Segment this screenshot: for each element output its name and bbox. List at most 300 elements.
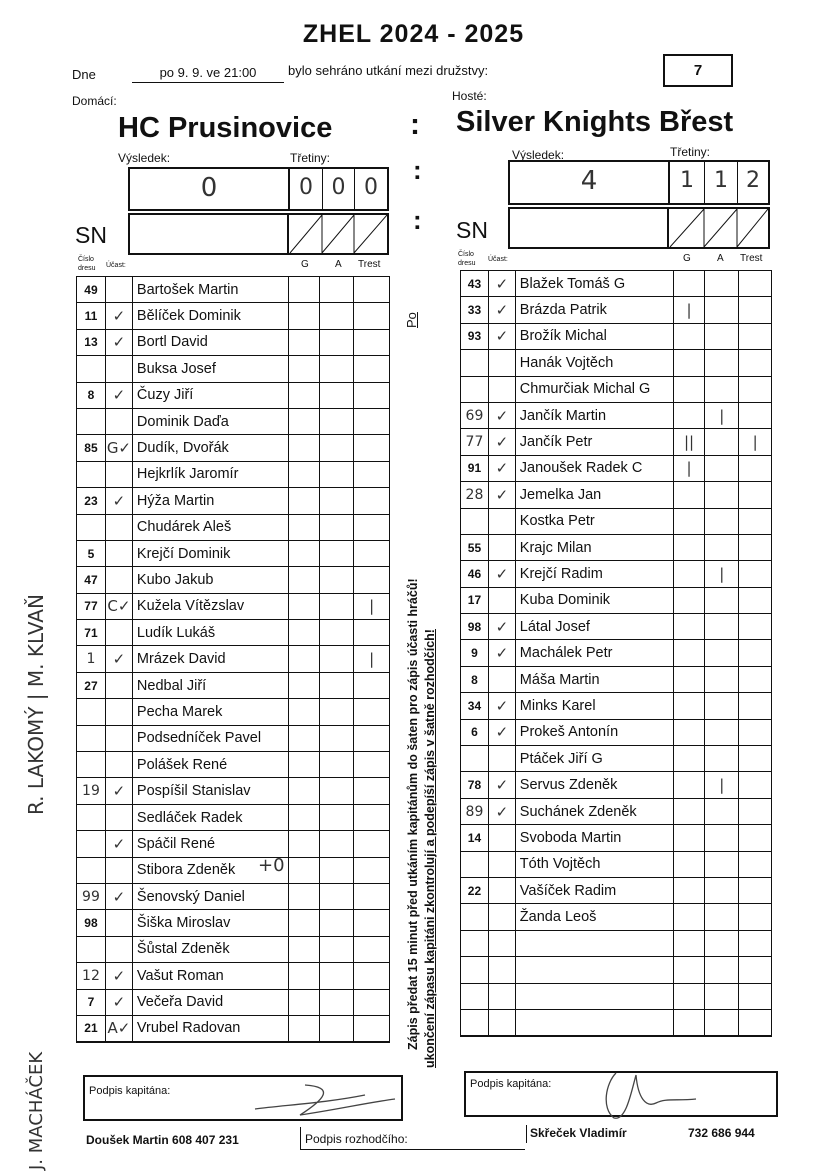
penalty-mark xyxy=(354,857,390,883)
player-name: Dominik Daďa xyxy=(132,408,288,434)
attendance-mark xyxy=(488,930,515,956)
goals-mark xyxy=(673,877,705,903)
home-player-row xyxy=(77,303,390,329)
home-player-row xyxy=(77,277,390,303)
jersey-number: 49 xyxy=(77,277,106,303)
jersey-number xyxy=(77,408,106,434)
jersey-number xyxy=(77,725,106,751)
jersey-number: 91 xyxy=(461,455,489,481)
goals-mark xyxy=(673,614,705,640)
assists-mark xyxy=(320,329,354,355)
player-name: Ludík Lukáš xyxy=(132,620,288,646)
penalty-mark xyxy=(354,540,390,566)
home-player-row xyxy=(77,883,390,909)
penalty-mark xyxy=(354,382,390,408)
assists-mark xyxy=(705,482,739,508)
attendance-mark xyxy=(105,725,132,751)
jersey-number: 47 xyxy=(77,567,106,593)
assists-mark xyxy=(705,323,739,349)
penalty-mark xyxy=(739,693,772,719)
attendance-mark: ✓ xyxy=(105,646,132,672)
attendance-mark: ✓ xyxy=(488,798,515,824)
attendance-mark xyxy=(488,376,515,402)
player-name: Kostka Petr xyxy=(515,508,673,534)
penalty-mark xyxy=(739,297,772,323)
attendance-mark xyxy=(488,587,515,613)
attendance-mark: ✓ xyxy=(488,482,515,508)
attendance-mark xyxy=(105,514,132,540)
penalty-mark xyxy=(354,936,390,962)
attendance-mark: ✓ xyxy=(488,772,515,798)
away-goals-header: G xyxy=(683,253,691,264)
attendance-mark xyxy=(488,746,515,772)
attendance-mark: C✓ xyxy=(105,593,132,619)
goals-mark xyxy=(673,482,705,508)
player-name: Spáčil René xyxy=(132,831,288,857)
home-player-row xyxy=(77,382,390,408)
jersey-number xyxy=(461,508,489,534)
assists-mark xyxy=(320,936,354,962)
attendance-mark xyxy=(105,699,132,725)
away-score: 4 xyxy=(580,166,598,196)
penalty-mark xyxy=(354,910,390,936)
away-player-row xyxy=(461,825,772,851)
away-sn-slashes xyxy=(510,209,768,247)
attendance-mark: ✓ xyxy=(105,488,132,514)
penalty-mark xyxy=(739,376,772,402)
goals-mark xyxy=(673,640,705,666)
goals-mark xyxy=(288,752,320,778)
penalty-mark xyxy=(739,640,772,666)
player-name: Stibora Zdeněk xyxy=(132,857,288,883)
assists-mark xyxy=(705,983,739,1009)
penalty-mark xyxy=(739,746,772,772)
goals-mark xyxy=(288,277,320,303)
player-name xyxy=(515,930,673,956)
penalty-mark xyxy=(739,825,772,851)
jersey-number: 93 xyxy=(461,323,489,349)
player-name: Šenovský Daniel xyxy=(132,883,288,909)
jersey-number xyxy=(461,1009,489,1035)
goals-mark xyxy=(288,408,320,434)
player-name: Suchánek Zdeněk xyxy=(515,798,673,824)
player-name: Mrázek David xyxy=(132,646,288,672)
referee-signature-box xyxy=(300,1127,525,1150)
home-signature-icon xyxy=(245,1079,405,1119)
jersey-number: 98 xyxy=(461,614,489,640)
home-penalty-header: Trest xyxy=(358,259,381,270)
attendance-mark xyxy=(105,277,132,303)
player-name: Prokeš Antonín xyxy=(515,719,673,745)
goals-mark xyxy=(673,957,705,983)
goals-mark xyxy=(673,271,705,297)
goals-mark xyxy=(288,646,320,672)
jersey-number xyxy=(461,904,489,930)
player-name: Sedláček Radek xyxy=(132,804,288,830)
player-name: Chudárek Aleš xyxy=(132,514,288,540)
penalty-mark xyxy=(354,804,390,830)
jersey-number xyxy=(77,804,106,830)
penalty-mark xyxy=(354,883,390,909)
player-name: Svoboda Martin xyxy=(515,825,673,851)
assists-mark: | xyxy=(705,561,739,587)
goals-mark xyxy=(673,587,705,613)
goals-mark xyxy=(288,356,320,382)
assists-mark xyxy=(705,376,739,402)
jersey-number: 17 xyxy=(461,587,489,613)
home-roster-table xyxy=(76,276,390,1043)
player-name: Šůstal Zdeněk xyxy=(132,936,288,962)
attendance-mark: ✓ xyxy=(488,271,515,297)
home-score: 0 xyxy=(200,173,218,203)
penalty-mark xyxy=(354,831,390,857)
penalty-mark xyxy=(739,614,772,640)
penalty-mark xyxy=(354,408,390,434)
attendance-mark xyxy=(488,666,515,692)
referee-name: Skřeček Vladimír xyxy=(530,1126,627,1140)
jersey-number: 1 xyxy=(77,646,106,672)
goals-mark xyxy=(673,376,705,402)
penalty-mark xyxy=(354,1015,390,1041)
assists-mark xyxy=(320,857,354,883)
goals-mark xyxy=(288,857,320,883)
assists-mark: | xyxy=(705,402,739,428)
penalty-mark xyxy=(739,534,772,560)
assists-mark xyxy=(705,957,739,983)
goals-mark xyxy=(673,719,705,745)
attendance-mark xyxy=(105,567,132,593)
assists-mark xyxy=(320,593,354,619)
attendance-mark xyxy=(488,1009,515,1035)
penalty-mark xyxy=(354,752,390,778)
assists-mark xyxy=(320,778,354,804)
player-name: Máša Martin xyxy=(515,666,673,692)
home-player-row xyxy=(77,831,390,857)
penalty-mark xyxy=(739,904,772,930)
goals-mark xyxy=(288,620,320,646)
penalty-mark xyxy=(354,461,390,487)
sn-colon: : xyxy=(413,205,422,235)
goals-mark xyxy=(288,1015,320,1041)
jersey-number: 28 xyxy=(461,482,489,508)
penalty-mark xyxy=(739,271,772,297)
home-assists-header: A xyxy=(335,259,342,270)
home-player-row xyxy=(77,699,390,725)
goals-mark xyxy=(288,699,320,725)
home-jersey-header: Číslo dresu xyxy=(78,256,96,272)
goals-mark xyxy=(673,851,705,877)
away-signature-icon xyxy=(586,1063,736,1123)
away-player-row xyxy=(461,482,772,508)
goals-mark xyxy=(288,488,320,514)
jersey-number: 46 xyxy=(461,561,489,587)
home-sn-slashes xyxy=(130,215,387,253)
attendance-mark: ✓ xyxy=(488,561,515,587)
away-player-row xyxy=(461,666,772,692)
player-name xyxy=(515,983,673,1009)
jersey-number xyxy=(461,983,489,1009)
attendance-mark xyxy=(105,752,132,778)
jersey-number: 77 xyxy=(77,593,106,619)
attendance-mark xyxy=(488,983,515,1009)
goals-mark xyxy=(673,534,705,560)
attendance-mark xyxy=(488,508,515,534)
player-name: Čuzy Jiří xyxy=(132,382,288,408)
home-player-row xyxy=(77,567,390,593)
jersey-number: 7 xyxy=(77,989,106,1015)
away-period-3: 2 xyxy=(746,168,760,193)
instruction-line-2: ukončení zápasu kapitáni zkontrolují a podepíší zápis v šatně rozhodčích! xyxy=(423,629,437,1068)
header-colon: : xyxy=(410,108,420,141)
jersey-number: 23 xyxy=(77,488,106,514)
goals-mark xyxy=(673,930,705,956)
home-contact: Doušek Martin 608 407 231 xyxy=(86,1133,239,1147)
jersey-number xyxy=(461,930,489,956)
assists-mark xyxy=(705,904,739,930)
assists-mark xyxy=(705,640,739,666)
player-name: Večeřa David xyxy=(132,989,288,1015)
attendance-mark xyxy=(488,877,515,903)
assists-mark xyxy=(705,508,739,534)
page-title: ZHEL 2024 - 2025 xyxy=(302,20,525,48)
home-player-row xyxy=(77,936,390,962)
player-name: Vašíček Radim xyxy=(515,877,673,903)
player-name: Janoušek Radek C xyxy=(515,455,673,481)
penalty-mark xyxy=(739,482,772,508)
goals-mark xyxy=(673,402,705,428)
assists-mark xyxy=(705,798,739,824)
away-period-2: 1 xyxy=(714,168,728,193)
referee-phone: 732 686 944 xyxy=(688,1126,755,1140)
away-sn-label: SN xyxy=(456,217,488,243)
jersey-number: 85 xyxy=(77,435,106,461)
player-name: Pospíšil Stanislav xyxy=(132,778,288,804)
penalty-mark xyxy=(354,963,390,989)
assists-mark xyxy=(320,277,354,303)
player-name: Bartošek Martin xyxy=(132,277,288,303)
penalty-mark xyxy=(354,725,390,751)
assists-mark xyxy=(320,620,354,646)
assists-mark xyxy=(705,350,739,376)
jersey-number xyxy=(461,957,489,983)
jersey-number: 43 xyxy=(461,271,489,297)
attendance-mark xyxy=(105,936,132,962)
goals-mark xyxy=(673,323,705,349)
attendance-mark: G✓ xyxy=(105,435,132,461)
assists-mark xyxy=(320,804,354,830)
attendance-mark: ✓ xyxy=(105,303,132,329)
penalty-mark xyxy=(354,514,390,540)
referee-signature-label: Podpis rozhodčího: xyxy=(305,1132,408,1146)
attendance-mark: ✓ xyxy=(105,989,132,1015)
goals-mark xyxy=(673,772,705,798)
away-player-row xyxy=(461,719,772,745)
jersey-number: 6 xyxy=(461,719,489,745)
assists-mark xyxy=(705,1009,739,1035)
score-colon: : xyxy=(413,155,422,185)
away-attendance-header: Účast: xyxy=(488,256,508,263)
home-sn-box xyxy=(128,213,389,255)
penalty-mark xyxy=(354,303,390,329)
away-player-row xyxy=(461,614,772,640)
jersey-number xyxy=(461,746,489,772)
player-name: Hanák Vojtěch xyxy=(515,350,673,376)
assists-mark xyxy=(705,271,739,297)
jersey-number xyxy=(77,857,106,883)
assists-mark xyxy=(320,514,354,540)
player-name: Bělíček Dominik xyxy=(132,303,288,329)
goals-mark xyxy=(288,831,320,857)
goals-mark xyxy=(288,936,320,962)
away-player-row xyxy=(461,693,772,719)
played-between-label: bylo sehráno utkání mezi družstvy: xyxy=(288,63,489,78)
assists-mark xyxy=(320,435,354,461)
goals-mark xyxy=(673,798,705,824)
home-player-row xyxy=(77,356,390,382)
away-player-row xyxy=(461,957,772,983)
penalty-mark xyxy=(739,508,772,534)
away-player-row xyxy=(461,587,772,613)
assists-mark xyxy=(705,455,739,481)
penalty-mark xyxy=(354,329,390,355)
assists-mark xyxy=(320,699,354,725)
penalty-mark xyxy=(354,778,390,804)
goals-mark xyxy=(673,983,705,1009)
goals-mark xyxy=(673,508,705,534)
home-period-3: 0 xyxy=(364,175,378,200)
player-name: Jančík Petr xyxy=(515,429,673,455)
away-player-row xyxy=(461,402,772,428)
player-name: Látal Josef xyxy=(515,614,673,640)
penalty-mark: | xyxy=(739,429,772,455)
goals-mark xyxy=(673,350,705,376)
away-team-name: Silver Knights Břest xyxy=(456,106,734,138)
player-name: Podsedníček Pavel xyxy=(132,725,288,751)
jersey-number xyxy=(77,514,106,540)
player-name: Polášek René xyxy=(132,752,288,778)
attendance-mark: ✓ xyxy=(105,329,132,355)
assists-mark xyxy=(320,356,354,382)
goals-mark: | xyxy=(673,297,705,323)
home-player-row xyxy=(77,752,390,778)
jersey-number: 8 xyxy=(461,666,489,692)
penalty-mark xyxy=(354,356,390,382)
attendance-mark xyxy=(105,540,132,566)
attendance-mark: ✓ xyxy=(488,693,515,719)
player-name: Vrubel Radovan xyxy=(132,1015,288,1041)
away-sn-box xyxy=(508,207,770,249)
jersey-number: 99 xyxy=(77,883,106,909)
jersey-number: 27 xyxy=(77,672,106,698)
assists-mark xyxy=(320,883,354,909)
goals-mark xyxy=(288,910,320,936)
penalty-mark xyxy=(739,1009,772,1035)
attendance-mark xyxy=(105,461,132,487)
away-player-row xyxy=(461,455,772,481)
assists-mark xyxy=(320,488,354,514)
home-player-row xyxy=(77,725,390,751)
goals-mark xyxy=(288,963,320,989)
penalty-mark xyxy=(354,435,390,461)
home-player-row xyxy=(77,672,390,698)
jersey-number: 13 xyxy=(77,329,106,355)
assists-mark xyxy=(705,534,739,560)
home-captain-signature-box xyxy=(83,1075,403,1121)
away-player-row xyxy=(461,930,772,956)
player-name: Šiška Miroslav xyxy=(132,910,288,936)
goals-mark xyxy=(673,693,705,719)
attendance-mark xyxy=(488,904,515,930)
goals-mark xyxy=(288,725,320,751)
away-player-row xyxy=(461,376,772,402)
player-name: Machálek Petr xyxy=(515,640,673,666)
assists-mark xyxy=(320,831,354,857)
home-player-row xyxy=(77,435,390,461)
jersey-number: 11 xyxy=(77,303,106,329)
home-player-row xyxy=(77,620,390,646)
attendance-mark xyxy=(488,851,515,877)
penalty-mark xyxy=(354,488,390,514)
attendance-mark: ✓ xyxy=(105,831,132,857)
goals-mark xyxy=(288,540,320,566)
player-name: Buksa Josef xyxy=(132,356,288,382)
attendance-mark xyxy=(105,804,132,830)
jersey-number: 78 xyxy=(461,772,489,798)
goals-mark xyxy=(288,778,320,804)
away-period-1: 1 xyxy=(680,168,694,193)
attendance-mark: ✓ xyxy=(488,614,515,640)
away-label: Hosté: xyxy=(452,89,487,103)
player-name: Krejčí Dominik xyxy=(132,540,288,566)
goals-mark xyxy=(673,666,705,692)
penalty-mark xyxy=(739,323,772,349)
assists-mark xyxy=(705,930,739,956)
penalty-mark xyxy=(739,983,772,1009)
attendance-mark xyxy=(105,910,132,936)
away-captain-signature-box xyxy=(464,1071,778,1117)
handwritten-note-1: R. LAKOMÝ | M. KLVAŇ xyxy=(24,594,48,815)
attendance-mark: ✓ xyxy=(488,429,515,455)
penalty-mark xyxy=(739,877,772,903)
jersey-number: 19 xyxy=(77,778,106,804)
away-player-row xyxy=(461,297,772,323)
away-player-row xyxy=(461,904,772,930)
assists-mark xyxy=(705,587,739,613)
assists-mark xyxy=(320,725,354,751)
away-assists-header: A xyxy=(717,253,724,264)
penalty-mark xyxy=(354,567,390,593)
player-name: Hýža Martin xyxy=(132,488,288,514)
handwritten-note-2: J. MACHÁČEK xyxy=(26,1051,47,1170)
penalty-mark: | xyxy=(354,593,390,619)
assists-mark xyxy=(705,297,739,323)
penalty-mark xyxy=(739,402,772,428)
penalty-mark xyxy=(739,798,772,824)
home-attendance-header: Účast: xyxy=(106,262,126,269)
jersey-number: 89 xyxy=(461,798,489,824)
away-player-row xyxy=(461,851,772,877)
goals-mark xyxy=(288,461,320,487)
assists-mark xyxy=(320,408,354,434)
home-player-row xyxy=(77,778,390,804)
penalty-mark xyxy=(354,699,390,725)
home-player-row xyxy=(77,329,390,355)
assists-mark xyxy=(320,672,354,698)
assists-mark: | xyxy=(705,772,739,798)
goals-mark xyxy=(288,804,320,830)
goals-mark xyxy=(288,567,320,593)
away-player-row xyxy=(461,350,772,376)
